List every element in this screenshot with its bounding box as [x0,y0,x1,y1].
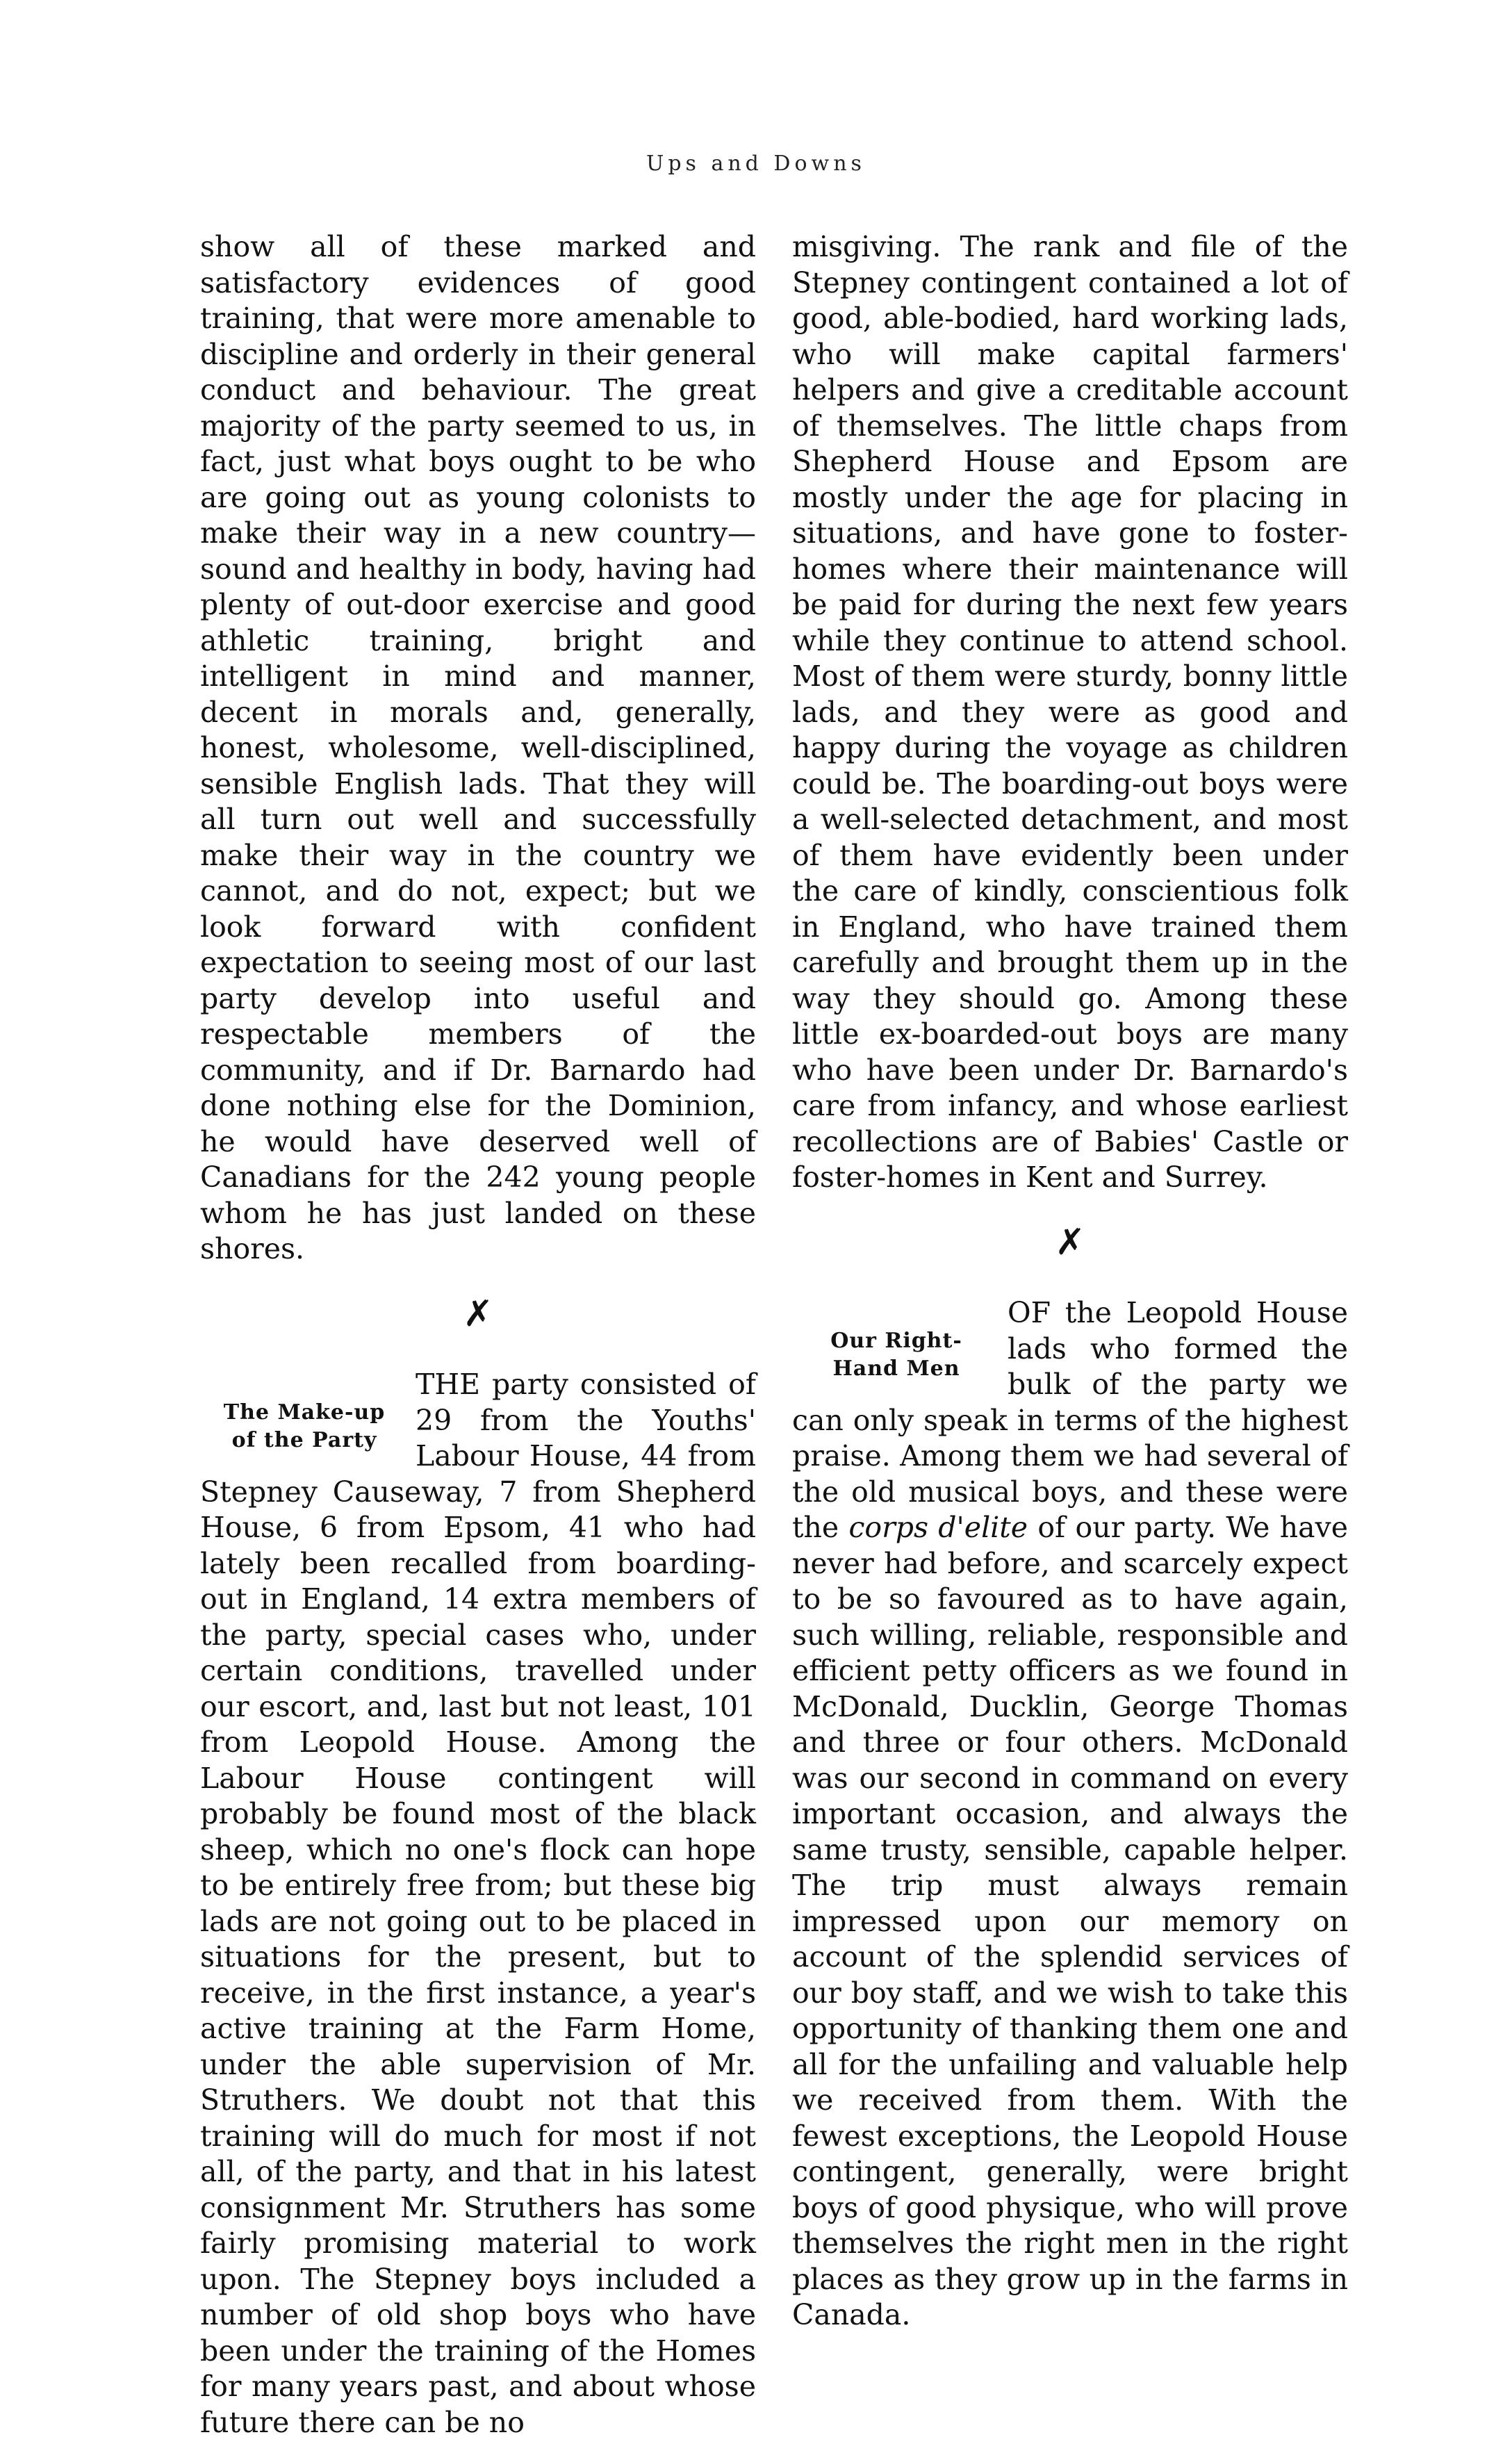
section-ornament-icon: ✗ [463,1293,493,1335]
text-segment: of our party. We have never had before, and scarcely expect to be so favoured as to have again, such willing, reliable, responsible and efficient petty officers as we found in McDonald, Ducklin, George Thomas and three or four others. McDonald was our second in command on every important occasion, and always the same trusty, sensible, capable helper. The trip must always remain impressed upon our memory on account of the splendid services of our boy staff, and we wish to take this opportunity of thanking them one and all for the unfailing and valuable help we received from them. With the fewest exceptions, the Leopold House contingent, generally, were bright boys of good physique, who will prove themselves the right men in the right places as they grow up in the farms in Canada. [792,1511,1348,2331]
left-paragraph-1: show all of these marked and satisfactory evidences of good training, that were more amenable to discipline and orderly in their general conduct and behaviour. The great majority of the party seemed to us, in fact, just what boys ought to be who are going out as young colonists to make their way in a new country—sound and healthy in body, having had plenty of out-door exercise and good athletic training, bright and intelligent in mind and manner, decent in morals and, generally, honest, wholesome, well-disciplined, sensible English lads. That they will all turn out well and successfully make their way in the country we cannot, and do not, expect; but we look forward with confident expectation to seeing most of our last party develop into useful and respectable members of the community, and if Dr. Barnardo had done nothing else for the Dominion, he would have deserved well of Canadians for the 242 young people whom he has just landed on these shores. [200,230,756,1265]
section-right-hand-men [792,1295,1348,2334]
sidehead-line-1: The Make-up [223,1400,386,1425]
sidehead-make-up [200,1399,409,1454]
sidehead-line-2: of the Party [231,1428,377,1452]
running-header: Ups and Downs [646,151,866,176]
left-paragraph-2: THE party consisted of 29 from the Youths' Labour House, 44 from Stepney Causeway, 7 from Shepherd House, 6 from Epsom, 41 who had lately been recalled from boarding-out in England, 14 extra members of the party, special cases who, under certain conditions, travelled under our escort, and, last but not least, 101 from Leopold House. Among the Labour House contingent will probably be found most of the black sheep, which no one's flock can hope to be entirely free from; but these big lads are not going out to be placed in situations for the present, but to receive, in the first instance, a year's active training at the Farm Home, under the able supervision of Mr. Struthers. We doubt not that this training will do much for most if not all, of the party, and that in his latest consignment Mr. Struthers has some fairly promising material to work upon. The Stepney boys included a number of old shop boys who have been under the training of the Homes for many years past, and about whose future there can be no [200,1368,756,2439]
right-paragraph-2 [792,1295,1348,2334]
italic-phrase: corps d'elite [848,1511,1028,1544]
right-paragraph-1: misgiving. The rank and file of the Stepney contingent contained a lot of good, able-bodied, hard working lads, who will make capital farmers' helpers and give a creditable account of themselves. The little chaps from Shepherd House and Epsom are mostly under the age for placing in situations, and have gone to foster-homes where their maintenance will be paid for during the next few years while they continue to attend school. Most of them were sturdy, bonny little lads, and they were as good and happy during the voyage as children could be. The boarding-out boys were a well-selected detachment, and most of them have evidently been under the care of kindly, conscientious folk in England, who have trained them carefully and brought them up in the way they should go. Among these little ex-boarded-out boys are many who have been under Dr. Barnardo's care from infancy, and whose earliest recollections are of Babies' Castle or foster-homes in Kent and Surrey. [792,230,1348,1194]
sidehead-line-2: Hand Men [832,1356,960,1381]
sidehead-right-hand-men [792,1327,1001,1383]
sidehead-line-1: Our Right- [830,1329,962,1353]
section-make-up-of-party [200,1367,756,2441]
text-segment: OF the Leopold House lads who formed the bulk of the party we can only speak in terms of the highest praise. Among them we had several of the old musical boys, and these were the [792,1296,1348,1544]
left-column [200,229,756,2441]
right-column [792,229,1348,2334]
section-ornament-icon: ✗ [1055,1221,1085,1263]
